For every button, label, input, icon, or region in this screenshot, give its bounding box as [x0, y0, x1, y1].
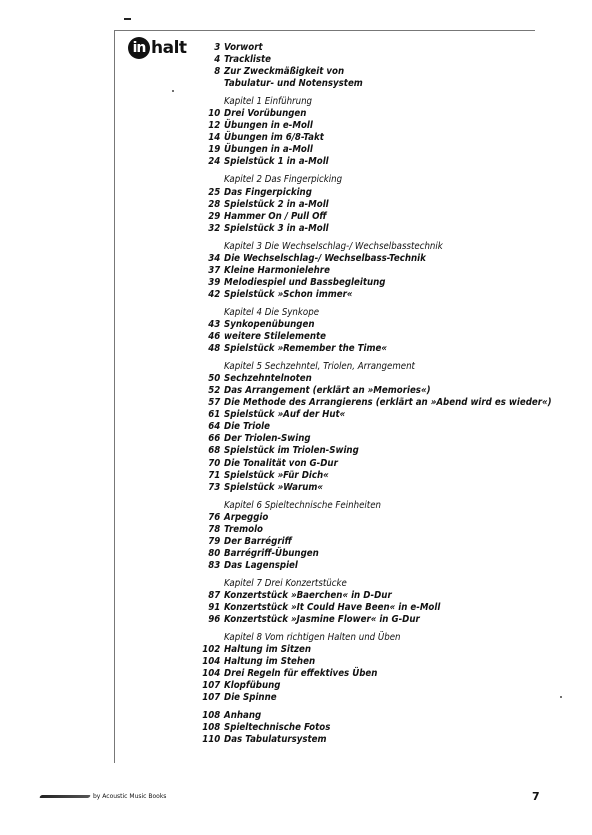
toc-entry [198, 78, 551, 90]
toc-entry-title: Hammer On / Pull Off [224, 210, 327, 222]
toc-page-number: 79 [208, 535, 221, 547]
publisher-logo-swoosh [39, 795, 91, 798]
toc-entry-title: Spieltechnische Fotos [224, 722, 331, 734]
toc-section [198, 710, 551, 746]
toc-entry-title: Das Arrangement (erklärt an »Memories«) [224, 385, 431, 397]
logo-initial: in [128, 37, 150, 59]
toc-entry [198, 602, 551, 614]
toc-entry-title: Das Fingerpicking [224, 186, 312, 198]
toc-page-number: 91 [208, 602, 221, 614]
toc-entry-title: Das Lagenspiel [224, 559, 298, 571]
toc-entry-title: Tabulatur- und Notensystem [224, 78, 363, 90]
toc-entry [198, 692, 551, 704]
toc-entry [198, 409, 551, 421]
toc-page-number: 8 [214, 66, 221, 78]
toc-page-number: 43 [208, 318, 221, 330]
toc-page-number: 96 [208, 614, 221, 626]
toc-page-number: 61 [208, 409, 221, 421]
corner-mark [124, 18, 131, 20]
toc-entry-title: Zur Zweckmäßigkeit von [224, 66, 345, 78]
toc-page-number: 107 [202, 692, 221, 704]
chapter-heading: Kapitel 8 Vom richtigen Halten und Üben [224, 632, 401, 644]
toc-entry [198, 458, 551, 470]
toc-entry-title: Die Spinne [224, 692, 277, 704]
toc-entry [198, 289, 551, 301]
toc-page-number: 78 [208, 523, 221, 535]
toc-section [198, 241, 551, 301]
toc-entry [198, 199, 551, 211]
toc-entry [198, 108, 551, 120]
toc-entry [198, 253, 551, 265]
toc-page-number: 57 [208, 397, 221, 409]
toc-entry-title: Arpeggio [224, 511, 269, 523]
toc-entry [198, 680, 551, 692]
toc-entry-title: Trackliste [224, 54, 272, 66]
toc-section [198, 632, 551, 704]
toc-entry [198, 211, 551, 223]
toc-entry [198, 187, 551, 199]
toc-entry-title: Der Barrégriff [224, 535, 292, 547]
chapter-heading: Kapitel 6 Spieltechnische Feinheiten [224, 499, 382, 511]
toc-page-number: 83 [208, 559, 221, 571]
toc-section [198, 307, 551, 355]
toc-page-number: 28 [208, 198, 221, 210]
toc-page-number: 39 [208, 276, 221, 288]
toc-entry-title: weitere Stilelemente [224, 331, 327, 343]
toc-page-number: 108 [202, 722, 221, 734]
toc-entry-title: Konzertstück »Baerchen« in D-Dur [224, 589, 392, 601]
toc-entry-title: Die Tonalität von G-Dur [224, 457, 338, 469]
chapter-heading: Kapitel 5 Sechzehntel, Triolen, Arrangement [224, 361, 415, 373]
toc-entry [198, 524, 551, 536]
toc-entry-title: Spielstück im Triolen-Swing [224, 445, 359, 457]
toc-page-number: 52 [208, 385, 221, 397]
toc-entry [198, 156, 551, 168]
toc-entry-title: Tremolo [224, 523, 263, 535]
toc-page-number: 104 [202, 656, 221, 668]
toc-entry-title: Melodiespiel und Bassbegleitung [224, 276, 386, 288]
toc-entry-title: Haltung im Stehen [224, 656, 316, 668]
toc-page-number: 50 [208, 373, 221, 385]
toc-entry [198, 548, 551, 560]
footer [40, 793, 166, 800]
toc-entry [198, 421, 551, 433]
toc-entry [198, 343, 551, 355]
toc-entry-title: Konzertstück »It Could Have Been« in e-Moll [224, 602, 441, 614]
toc-page-number: 76 [208, 511, 221, 523]
toc-section [198, 96, 551, 168]
toc-entry-title: Kleine Harmonielehre [224, 264, 330, 276]
toc-entry [198, 470, 551, 482]
toc-page-number: 73 [208, 481, 221, 493]
toc-entry-title: Übungen in a-Moll [224, 144, 313, 156]
toc-section [198, 174, 551, 234]
toc-entry [198, 385, 551, 397]
toc-entry-title: Anhang [224, 710, 262, 722]
toc-entry [198, 668, 551, 680]
toc-page-number: 10 [208, 108, 221, 120]
toc-page-number: 71 [208, 469, 221, 481]
page-number: 7 [532, 790, 540, 803]
toc-entry [198, 614, 551, 626]
toc-entry [198, 331, 551, 343]
toc-entry [198, 54, 551, 66]
toc-entry [198, 66, 551, 78]
toc-page-number: 34 [208, 252, 221, 264]
toc-page-number: 110 [202, 734, 221, 746]
toc-page-number: 3 [214, 42, 221, 53]
toc-page-number: 12 [208, 120, 221, 132]
toc-page-number: 68 [208, 445, 221, 457]
toc-entry-title: Synkopenübungen [224, 318, 315, 330]
toc-entry [198, 512, 551, 524]
toc-page-number: 48 [208, 343, 221, 355]
toc-page-number: 42 [208, 288, 221, 300]
scan-speck [172, 90, 174, 92]
toc-entry-title: Spielstück »Schon immer« [224, 288, 353, 300]
toc-entry [198, 734, 551, 746]
toc-page-number: 46 [208, 331, 221, 343]
toc-page-number: 37 [208, 264, 221, 276]
toc-entry [198, 132, 551, 144]
toc-page-number: 108 [202, 710, 221, 722]
toc-entry-title: Der Triolen-Swing [224, 433, 311, 445]
scan-speck [560, 696, 562, 698]
toc-entry-title: Konzertstück »Jasmine Flower« in G-Dur [224, 614, 420, 626]
toc-entry [198, 644, 551, 656]
chapter-heading: Kapitel 3 Die Wechselschlag-/ Wechselbasstechnik [224, 240, 443, 252]
toc-entry-title: Drei Regeln für effektives Üben [224, 668, 378, 680]
toc-entry [198, 397, 551, 409]
toc-entry-title: Übungen im 6/8-Takt [224, 132, 324, 144]
toc-entry [198, 536, 551, 548]
toc-entry-title: Drei Vorübungen [224, 108, 307, 120]
toc-section [198, 42, 551, 90]
chapter-heading: Kapitel 7 Drei Konzertstücke [224, 577, 347, 589]
toc-entry-title: Haltung im Sitzen [224, 644, 312, 656]
toc-entry-title: Die Triole [224, 421, 271, 433]
logo-text: halt [151, 38, 187, 58]
toc-entry [198, 144, 551, 156]
toc-page-number: 29 [208, 210, 221, 222]
toc-entry [198, 590, 551, 602]
contents-logo [128, 36, 187, 60]
toc-page-number: 19 [208, 144, 221, 156]
toc-entry [198, 560, 551, 572]
toc-entry [198, 722, 551, 734]
toc-page-number: 102 [202, 644, 221, 656]
toc-page-number: 4 [214, 54, 221, 66]
toc-entry-title: Barrégriff-Übungen [224, 547, 319, 559]
toc-entry-title: Spielstück 2 in a-Moll [224, 198, 329, 210]
toc-entry [198, 373, 551, 385]
toc-page-number: 87 [208, 589, 221, 601]
toc-section [198, 500, 551, 572]
toc-page-number: 14 [208, 132, 221, 144]
toc-page-number: 80 [208, 547, 221, 559]
toc-entry [198, 710, 551, 722]
toc-entry-title: Übungen in e-Moll [224, 120, 313, 132]
toc-page-number: 24 [208, 156, 221, 168]
chapter-heading: Kapitel 2 Das Fingerpicking [224, 174, 343, 186]
toc-page-number: 70 [208, 457, 221, 469]
toc-page-number: 66 [208, 433, 221, 445]
toc-entry-title: Spielstück »Remember the Time« [224, 343, 388, 355]
chapter-heading: Kapitel 4 Die Synkope [224, 306, 320, 318]
toc-entry [198, 482, 551, 494]
toc-entry-title: Klopfübung [224, 680, 281, 692]
toc-page-number: 32 [208, 222, 221, 234]
toc-entry [198, 656, 551, 668]
toc-entry [198, 445, 551, 457]
toc-entry-title: Vorwort [224, 42, 263, 53]
chapter-heading: Kapitel 1 Einführung [224, 96, 313, 108]
toc-page-number: 64 [208, 421, 221, 433]
toc-entry-title: Die Wechselschlag-/ Wechselbass-Technik [224, 252, 426, 264]
toc-section [198, 361, 551, 494]
toc-page-number: 104 [202, 668, 221, 680]
publisher-credit: by Acoustic Music Books [93, 793, 167, 800]
toc-section [198, 578, 551, 626]
toc-entry [198, 433, 551, 445]
toc-entry-title: Spielstück »Warum« [224, 481, 324, 493]
toc-entry-title: Spielstück 3 in a-Moll [224, 222, 329, 234]
toc-entry [198, 120, 551, 132]
toc-entry-title: Spielstück »Für Dich« [224, 469, 329, 481]
toc-entry [198, 223, 551, 235]
toc-entry [198, 265, 551, 277]
toc-entry-title: Spielstück 1 in a-Moll [224, 156, 329, 168]
toc-entry [198, 42, 551, 54]
table-of-contents [198, 42, 551, 747]
toc-page-number [198, 78, 220, 90]
toc-entry-title: Das Tabulatursystem [224, 734, 327, 746]
toc-page-number: 107 [202, 680, 221, 692]
toc-entry [198, 319, 551, 331]
toc-entry [198, 277, 551, 289]
toc-entry-title: Die Methode des Arrangierens (erklärt an »Abend wird es wieder«) [224, 397, 552, 409]
toc-entry-title: Sechzehntelnoten [224, 373, 312, 385]
toc-entry-title: Spielstück »Auf der Hut« [224, 409, 346, 421]
toc-page-number: 25 [208, 186, 221, 198]
